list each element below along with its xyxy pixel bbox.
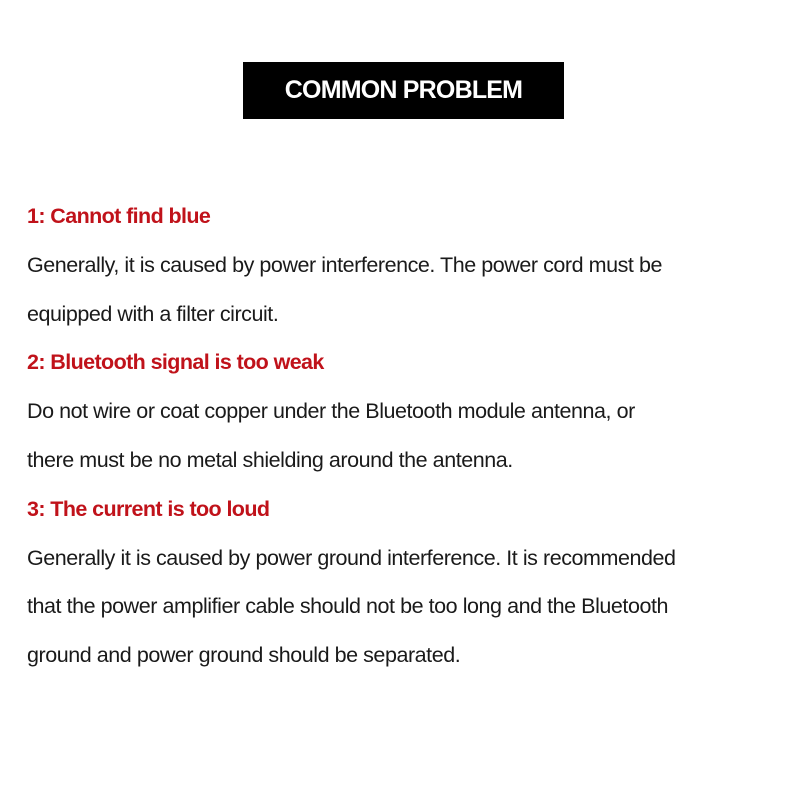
problem-2-text-line-1: Do not wire or coat copper under the Bluetooth module antenna, or [27, 399, 635, 424]
problem-3-text-line-1: Generally it is caused by power ground interference. It is recommended [27, 545, 676, 570]
problem-1-heading: 1: Cannot find blue [27, 204, 211, 228]
problem-1-text-line-2: equipped with a filter circuit. [27, 301, 279, 326]
page-title: COMMON PROBLEM [284, 76, 523, 104]
problem-3-text-line-3: ground and power ground should be separated. [27, 643, 461, 668]
problem-2-heading: 2: Bluetooth signal is too weak [27, 350, 324, 375]
problem-list [27, 194, 787, 682]
problem-3-heading: 3: The current is too loud [27, 496, 270, 521]
problem-1-text-line-1: Generally, it is caused by power interference. The power cord must be [27, 252, 662, 277]
title-banner [243, 62, 564, 119]
problem-2-text-line-2: there must be no metal shielding around the antenna. [27, 447, 513, 472]
problem-3-text-line-2: that the power amplifier cable should not be too long and the Bluetooth [27, 594, 668, 619]
